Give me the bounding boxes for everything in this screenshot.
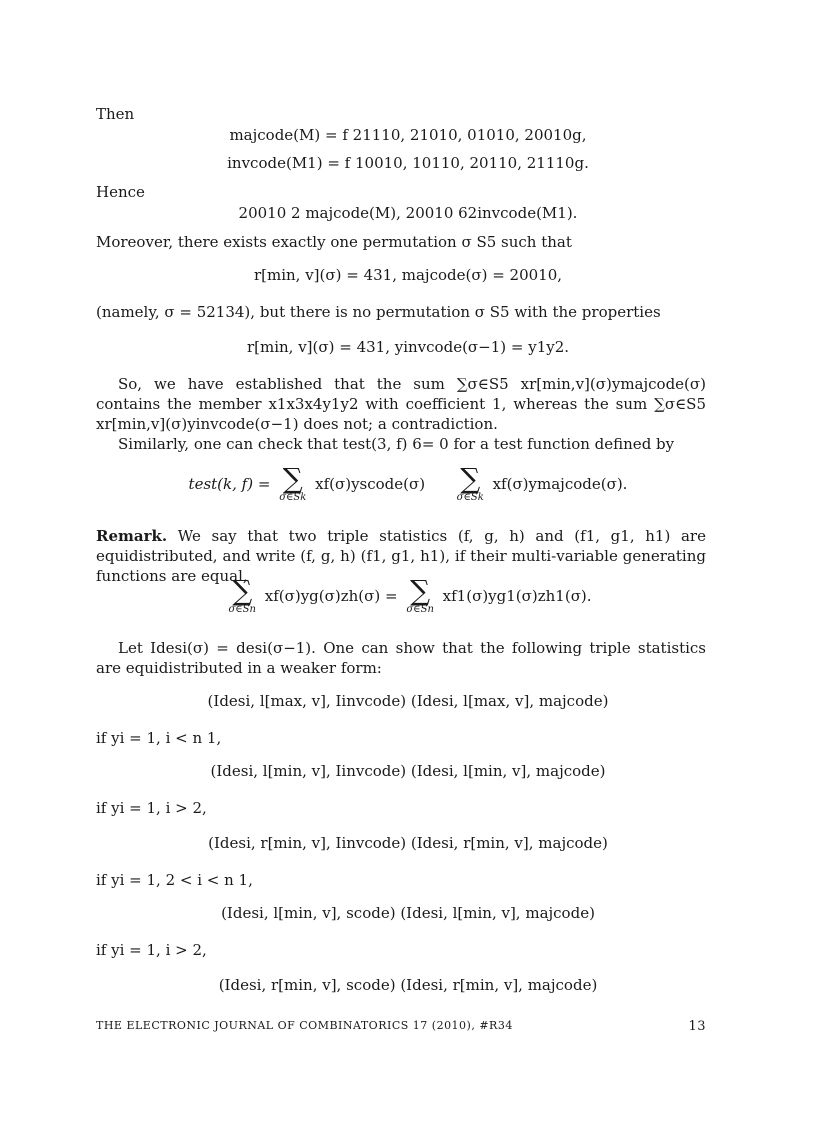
test-lhs: test(k, f) =: [188, 475, 271, 493]
eq-rmin-1: r[min, v](σ) = 431, majcode(σ) = 20010,: [253, 266, 563, 284]
sum-symbol-3: [228, 574, 256, 616]
sigma-glyph: ∑: [410, 574, 431, 607]
sigma-glyph: ∑: [460, 462, 481, 495]
eq-rmin-2: r[min, v](σ) = 431, yinvcode(σ−1) = y1y2.: [246, 338, 570, 356]
eq-invcode-M1: invcode(M1) = f 10010, 10110, 20110, 21110g.: [227, 154, 589, 172]
sigma-glyph: ∑: [282, 462, 303, 495]
sum-subscript: σ∈Sk: [279, 492, 307, 503]
sum-subscript: σ∈Sk: [456, 492, 484, 503]
triple-1: (Idesi, l[max, v], Iinvcode) (Idesi, l[max, v], majcode): [207, 692, 609, 710]
paragraph-similarly: Similarly, one can check that test(3, f) 6= 0 for a test function defined by: [118, 435, 675, 453]
paragraph-so: So, we have established that the sum ∑σ∈S5 xr[min,v](σ)ymajcode(σ) contains the member x1x3x4y1y2 with coefficient 1, whereas the sum ∑σ∈S5 xr[min,v](σ)yinvcode(σ−1) does not; a contradiction.: [96, 375, 706, 433]
triple-5: (Idesi, r[min, v], scode) (Idesi, r[min, v], majcode): [218, 976, 598, 994]
eq-generating-function: [0, 574, 816, 616]
eq-membership: 20010 2 majcode(M), 20010 62invcode(M1).: [238, 204, 578, 222]
sum-symbol-2: [456, 462, 484, 504]
text-namely: (namely, σ = 52134), but there is no permutation σ S5 with the properties: [96, 303, 661, 321]
triple-3: (Idesi, r[min, v], Iinvcode) (Idesi, r[min, v], majcode): [208, 834, 608, 852]
condition-1: if yi = 1, i < n 1,: [96, 729, 222, 747]
text-then: Then: [96, 105, 135, 123]
test-term-2: xf(σ)ymajcode(σ).: [492, 475, 628, 493]
test-term-1: xf(σ)yscode(σ): [315, 475, 426, 493]
sum-symbol-1: [279, 462, 307, 504]
remark-label: Remark.: [96, 527, 168, 545]
triple-2: (Idesi, l[min, v], Iinvcode) (Idesi, l[min, v], majcode): [210, 762, 606, 780]
sum-symbol-4: [406, 574, 434, 616]
eq-majcode-M: majcode(M) = f 21110, 21010, 01010, 20010g,: [229, 126, 587, 144]
condition-3: if yi = 1, 2 < i < n 1,: [96, 871, 253, 889]
paragraph-let: Let Idesi(σ) = desi(σ−1). One can show that the following triple statistics are equidistributed in a weaker form:: [96, 639, 706, 677]
sigma-glyph: ∑: [232, 574, 253, 607]
text-hence: Hence: [96, 183, 145, 201]
condition-4: if yi = 1, i > 2,: [96, 941, 207, 959]
gen-term-1: xf(σ)yg(σ)zh(σ) =: [264, 587, 398, 605]
condition-2: if yi = 1, i > 2,: [96, 799, 207, 817]
remark-text: We say that two triple statistics (f, g, h) and (f1, g1, h1) are equidistributed, and write (f, g, h) (f1, g1, h1), if their multi-variable generating functions are equal,: [96, 527, 706, 585]
gen-term-2: xf1(σ)yg1(σ)zh1(σ).: [442, 587, 592, 605]
sum-subscript: σ∈Sn: [228, 604, 256, 615]
eq-test-formula: [0, 462, 816, 504]
sum-subscript: σ∈Sn: [406, 604, 434, 615]
journal-citation: THE ELECTRONIC JOURNAL OF COMBINATORICS 17 (2010), #R34: [96, 1019, 513, 1032]
page-footer: [96, 1019, 706, 1032]
triple-4: (Idesi, l[min, v], scode) (Idesi, l[min, v], majcode): [221, 904, 595, 922]
text-moreover: Moreover, there exists exactly one permutation σ S5 such that: [96, 233, 572, 251]
page-number: 13: [688, 1019, 706, 1034]
paragraph-remark: [96, 526, 706, 586]
